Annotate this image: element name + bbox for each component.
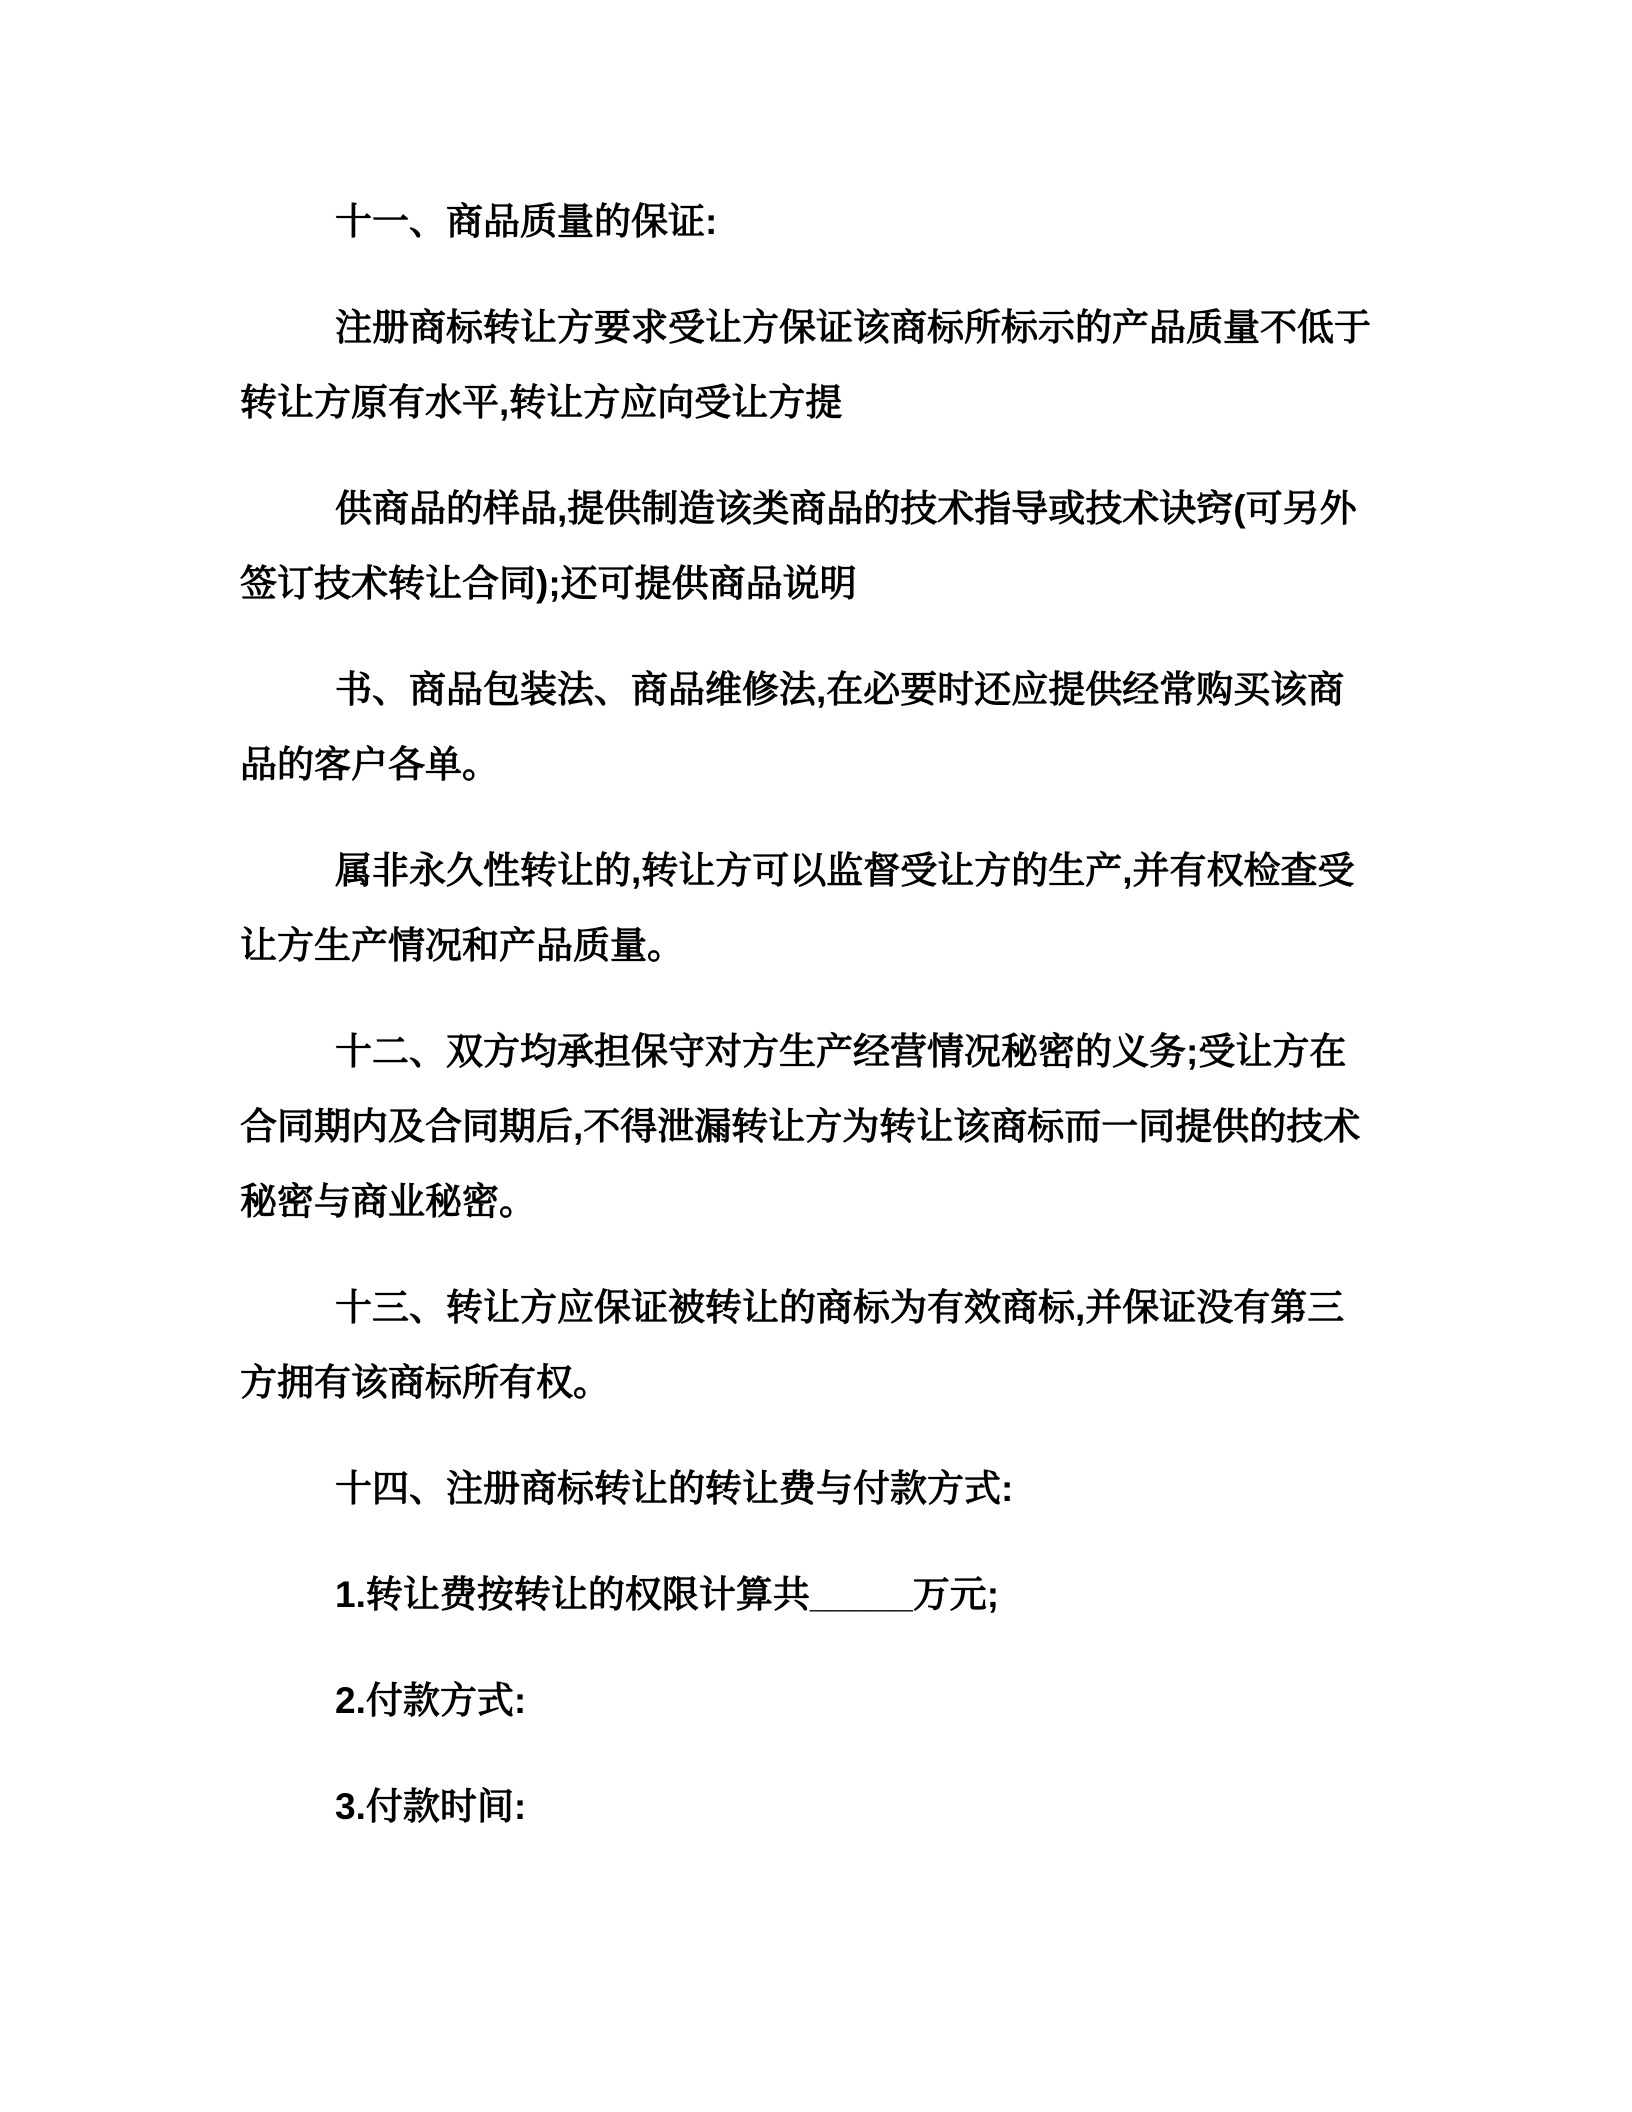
paragraph	[240, 471, 1410, 621]
text-line: 十二、双方均承担保守对方生产经营情况秘密的义务;受让方在	[335, 1031, 1347, 1072]
paragraph	[240, 290, 1410, 440]
text-line: 合同期内及合同期后,不得泄漏转让方为转让该商标而一同提供的技术	[240, 1106, 1361, 1147]
text-line: 十四、注册商标转让的转让费与付款方式:	[335, 1468, 1014, 1509]
text-line: 品的客户各单。	[240, 744, 499, 785]
clause-heading	[240, 184, 1410, 259]
text-line: 1.转让费按转让的权限计算共_____万元;	[335, 1574, 1000, 1615]
document-content	[240, 184, 1410, 1875]
text-line: 让方生产情况和产品质量。	[240, 925, 684, 966]
clause-heading	[240, 1451, 1410, 1526]
text-line: 转让方原有水平,转让方应向受让方提	[240, 382, 843, 423]
list-item	[240, 1769, 1410, 1844]
list-item	[240, 1557, 1410, 1632]
text-line: 3.付款时间:	[335, 1786, 527, 1827]
list-item	[240, 1663, 1410, 1738]
text-line: 秘密与商业秘密。	[240, 1181, 536, 1222]
text-line: 供商品的样品,提供制造该类商品的技术指导或技术诀窍(可另外	[335, 488, 1357, 529]
text-line: 书、商品包装法、商品维修法,在必要时还应提供经常购买该商	[335, 669, 1345, 710]
paragraph	[240, 652, 1410, 802]
text-line: 2.付款方式:	[335, 1680, 527, 1721]
paragraph	[240, 1014, 1410, 1239]
text-line: 注册商标转让方要求受让方保证该商标所标示的产品质量不低于	[335, 307, 1371, 348]
paragraph	[240, 1270, 1410, 1420]
text-line: 属非永久性转让的,转让方可以监督受让方的生产,并有权检查受	[335, 850, 1355, 891]
paragraph	[240, 833, 1410, 983]
text-line: 签订技术转让合同);还可提供商品说明	[240, 563, 857, 604]
text-line: 十一、商品质量的保证:	[335, 201, 718, 242]
text-line: 十三、转让方应保证被转让的商标为有效商标,并保证没有第三	[335, 1287, 1345, 1328]
text-line: 方拥有该商标所有权。	[240, 1362, 610, 1403]
